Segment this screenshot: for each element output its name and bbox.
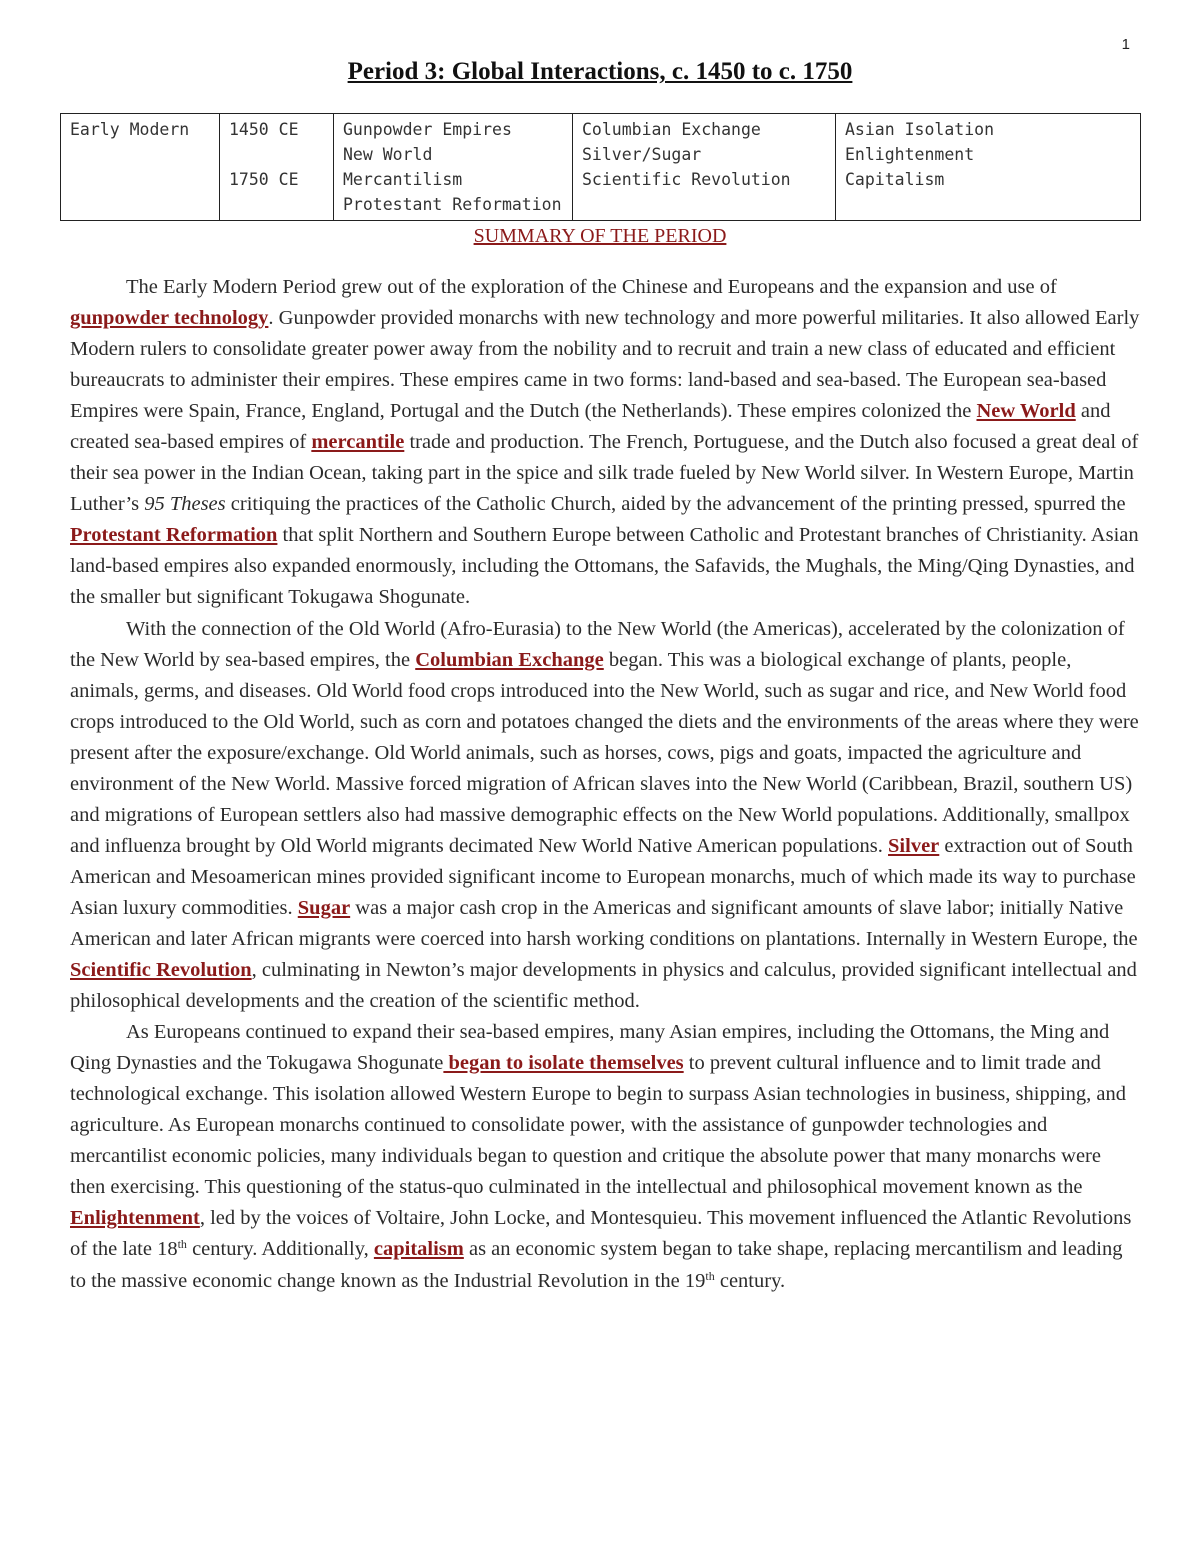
italic-title-95-theses: 95 Theses: [144, 493, 226, 516]
paragraph-text: to prevent cultural influence and to limit trade and technological exchange. This isolation allowed Western Europe to begin to surpass Asian technologies in business, shipping, and agriculture. As European monarchs continued to consolidate power, with the assistance of gunpowder technologies and mercantilist economic policies, many individuals began to question and critique the absolute power that many monarchs were then exercising. This questioning of the status-quo culminated in the intellectual and philosophical movement known as the: [70, 1052, 1127, 1199]
summary-heading: SUMMARY OF THE PERIOD: [473, 225, 727, 247]
summary-body: [70, 272, 1140, 1297]
keyword-protestant-reformation: Protestant Reformation: [70, 524, 278, 547]
ordinal-superscript: th: [177, 1237, 187, 1252]
keyword-scientific-revolution: Scientific Revolution: [70, 959, 252, 982]
list-item: Gunpowder Empires: [343, 120, 512, 139]
era-label: Early Modern: [70, 120, 190, 139]
keyword-capitalism: capitalism: [373, 1238, 464, 1261]
paragraph-text: extraction out of South American and Mesoamerican mines provided significant income to European monarchs, much of which made its way to purchase Asian luxury commodities.: [70, 834, 1136, 919]
list-item: Protestant Reformation: [343, 195, 562, 214]
end-date: 1750 CE: [229, 170, 299, 189]
table-row: [61, 114, 1141, 221]
dates-cell: [220, 114, 334, 221]
document-title: Period 3: Global Interactions, c. 1450 to c. 1750: [347, 58, 853, 85]
start-date: 1450 CE: [229, 120, 299, 139]
paragraph-text: , led by the voices of Voltaire, John Locke, and Montesquieu. This movement influenced the Atlantic Revolutions of the late 18: [70, 1207, 1132, 1261]
themes-cell-1: [334, 114, 573, 221]
keyword-silver: Silver: [888, 834, 940, 857]
themes-cell-3: [836, 114, 1141, 221]
paragraph-text: century. Additionally,: [186, 1238, 374, 1261]
keyword-gunpowder-technology: gunpowder technology: [70, 307, 269, 330]
paragraph-text: century.: [714, 1269, 786, 1292]
keyword-enlightenment: Enlightenment: [70, 1207, 200, 1230]
paragraph-2: [70, 614, 1140, 1018]
list-item: Columbian Exchange: [582, 120, 761, 139]
paragraph-text: The Early Modern Period grew out of the exploration of the Chinese and Europeans and the expansion and use of: [126, 276, 1057, 298]
list-item: New World: [343, 145, 433, 164]
keyword-asian-isolation: began to isolate themselves: [443, 1052, 684, 1075]
paragraph-text: , culminating in Newton’s major developments in physics and calculus, provided significant intellectual and philosophical developments and the creation of the scientific method.: [70, 959, 1137, 1013]
page-number: 1: [1121, 36, 1130, 53]
paragraph-text: that split Northern and Southern Europe between Catholic and Protestant branches of Christianity. Asian land-based empires also expanded enormously, including the Ottomans, the Safavids, the Mughals, the Ming/Qing Dynasties, and the smaller but significant Tokugawa Shogunate.: [70, 524, 1139, 609]
period-overview-table: [60, 113, 1141, 221]
keyword-mercantile: mercantile: [311, 431, 405, 454]
paragraph-text: began. This was a biological exchange of plants, people, animals, germs, and diseases. Old World food crops introduced into the New World, such as sugar and rice, and New World food crops introduced to the Old World, such as corn and potatoes changed the diets and the environments of the areas where they were present after the exposure/exchange. Old World animals, such as horses, cows, pigs and goats, impacted the agriculture and environment of the New World. Massive forced migration of African slaves into the New World (Caribbean, Brazil, southern US) and migrations of European settlers also had massive demographic effects on the New World populations. Additionally, smallpox and influenza brought by Old World migrants decimated New World Native American populations.: [70, 648, 1139, 857]
paragraph-text: . Gunpowder provided monarchs with new technology and more powerful militaries. It also allowed Early Modern rulers to consolidate greater power away from the nobility and to recruit and train a new class of educated and efficient bureaucrats to administer their empires. These empires came in two forms: land-based and sea-based. The European sea-based Empires were Spain, France, England, Portugal and the Dutch (the Netherlands). These empires colonized the: [70, 307, 1140, 423]
list-item: Silver/Sugar: [582, 145, 702, 164]
paragraph-text: critiquing the practices of the Catholic Church, aided by the advancement of the printing pressed, spurred the: [225, 493, 1126, 516]
paragraph-text: trade and production. The French, Portuguese, and the Dutch also focused a great deal of their sea power in the Indian Ocean, taking part in the spice and silk trade fueled by New World silver. In Western Europe, Martin Luther’s: [70, 431, 1139, 516]
keyword-sugar: Sugar: [297, 896, 351, 919]
paragraph-text: and created sea-based empires of: [70, 400, 1111, 454]
list-item: Asian Isolation: [845, 120, 995, 139]
era-cell: [61, 114, 220, 221]
keyword-new-world: New World: [976, 400, 1076, 423]
themes-cell-2: [573, 114, 836, 221]
list-item: Capitalism: [845, 170, 945, 189]
list-item: Scientific Revolution: [582, 170, 791, 189]
list-item: Enlightenment: [845, 145, 975, 164]
list-item: Mercantilism: [343, 170, 463, 189]
keyword-columbian-exchange: Columbian Exchange: [415, 648, 604, 671]
ordinal-superscript: th: [705, 1268, 715, 1283]
paragraph-text: was a major cash crop in the Americas and significant amounts of slave labor; initially Native American and later African migrants were coerced into harsh working conditions on plantations. Internally in Western Europe, the: [70, 896, 1138, 950]
paragraph-text: With the connection of the Old World (Afro-Eurasia) to the New World (the Americas), accelerated by the colonization of the New World by sea-based empires, the: [70, 617, 1125, 671]
paragraph-text: As Europeans continued to expand their sea-based empires, many Asian empires, including the Ottomans, the Ming and Qing Dynasties and the Tokugawa Shogunate: [70, 1021, 1110, 1075]
paragraph-1: [70, 272, 1140, 614]
paragraph-3: [70, 1017, 1140, 1296]
paragraph-text: as an economic system began to take shape, replacing mercantilism and leading to the massive economic change known as the Industrial Revolution in the 19: [70, 1238, 1123, 1292]
